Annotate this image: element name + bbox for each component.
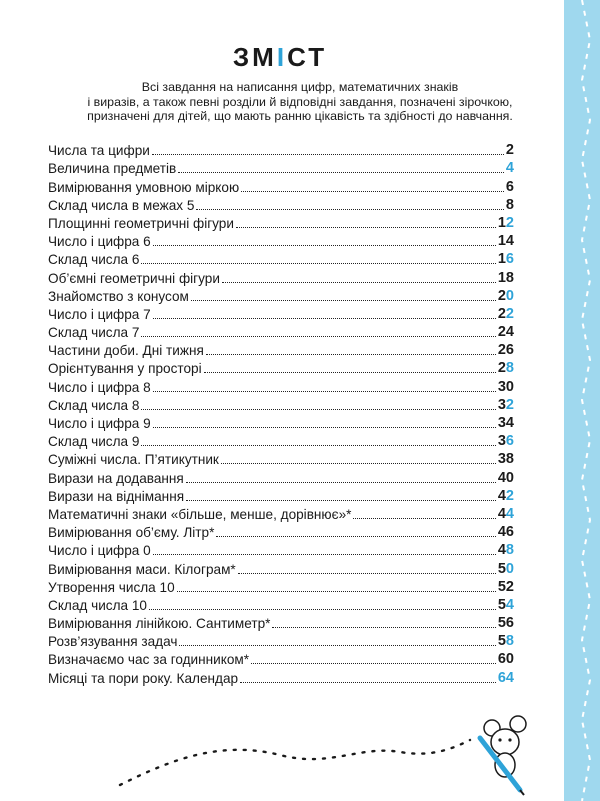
page-number-main: 5 — [497, 560, 506, 577]
page-number-main: 40 — [497, 469, 514, 486]
page-number-accent: 8 — [505, 633, 514, 650]
toc-entry-title: Склад числа в межах 5 — [48, 197, 195, 213]
toc-entry-title: Частини доби. Дні тижня — [48, 343, 204, 359]
page-number-main: 5 — [497, 633, 506, 650]
intro-line: призначені для дітей, що мають ранню цікавість та здібності до навчання. — [87, 109, 513, 124]
toc-entry-title: Число і цифра 8 — [48, 379, 151, 395]
toc-entry-title: Площинні геометричні фігури — [48, 215, 234, 231]
toc-entry-title: Склад числа 9 — [48, 434, 140, 450]
toc-entry-title: Розв’язування задач — [48, 634, 178, 650]
page-number-main: 38 — [497, 451, 514, 468]
page-number-main: 3 — [497, 396, 506, 413]
page-number-main: 2 — [497, 360, 506, 377]
page-number-main: 2 — [505, 142, 514, 159]
page-number-accent: 8 — [505, 360, 514, 377]
toc-entry-title: Число і цифра 7 — [48, 306, 151, 322]
intro-line: і виразів, а також певні розділи й відповідні завдання, позначені зірочкою, — [87, 94, 513, 109]
page-edge-pattern — [564, 0, 600, 801]
mouse-with-pencil-icon — [480, 716, 526, 795]
toc-entry-title: Склад числа 6 — [48, 252, 140, 268]
page-number-main: 4 — [497, 505, 506, 522]
intro-line: Всі завдання на написання цифр, математичних знаків — [141, 80, 459, 94]
page-number-accent: 6 — [505, 251, 514, 268]
toc-entry-title: Склад числа 8 — [48, 397, 140, 413]
toc-entry-title: Вирази на додавання — [48, 470, 184, 486]
page-number-main: 52 — [497, 578, 514, 595]
toc-entry-title: Число і цифра 0 — [48, 543, 151, 559]
page-number-accent: 0 — [505, 560, 514, 577]
toc-entry-title: Склад числа 7 — [48, 325, 140, 341]
toc-entry-title: Утворення числа 10 — [48, 579, 175, 595]
toc-entry-title: Вимірювання об’єму. Літр* — [48, 525, 215, 541]
toc-entry-title: Орієнтування у просторі — [48, 361, 202, 377]
toc-entry-title: Місяці та пори року. Календар — [48, 670, 239, 686]
toc-entry-title: Вимірювання лінійкою. Сантиметр* — [48, 616, 271, 632]
page-number-accent: 4 — [505, 505, 514, 522]
page-number-main: 18 — [497, 269, 514, 286]
page-number-main: 4 — [497, 542, 506, 559]
page-number-main: 34 — [497, 415, 514, 431]
toc-entry-title: Числа та цифри — [48, 143, 150, 159]
page-number-main: 1 — [497, 214, 506, 231]
blue-page-edge — [564, 0, 600, 801]
page-number-main: 56 — [497, 615, 514, 632]
toc-entry-title: Вимірювання маси. Кілограм* — [48, 561, 236, 577]
page-number-accent: 6 — [505, 433, 514, 450]
toc-entry-title: Вимірювання умовною міркою — [48, 179, 240, 195]
page-number-main: 14 — [497, 233, 514, 250]
toc-entry-title: Число і цифра 9 — [48, 416, 151, 431]
page-number-accent: 4 — [505, 160, 514, 177]
toc-entry-title: Число і цифра 6 — [48, 234, 151, 250]
page-number-main: 60 — [497, 651, 514, 668]
page-number-main: 4 — [497, 487, 506, 504]
page-number-main: 24 — [497, 324, 514, 341]
toc-entry-title: Суміжні числа. П’ятикутник — [48, 452, 219, 468]
toc-entry-title: Знайомство з конусом — [48, 288, 189, 304]
page-number-accent: 2 — [505, 305, 514, 322]
page-number-main: 26 — [497, 342, 514, 359]
page-number-main: 30 — [497, 378, 514, 395]
page-number-main: 2 — [497, 287, 506, 304]
page-number-main: 6 — [505, 178, 514, 195]
page-number-accent: 2 — [505, 487, 514, 504]
page-title: ЗМІСТ — [232, 42, 328, 72]
page-number-main: 5 — [497, 596, 506, 613]
page-number-main: 3 — [497, 433, 506, 450]
page-number-accent: 2 — [505, 214, 514, 231]
page-number-main: 1 — [497, 251, 506, 268]
page-number-accent: 2 — [505, 396, 514, 413]
toc-entry-title: Об’ємні геометричні фігури — [48, 270, 220, 286]
page-number-main: 8 — [505, 196, 514, 213]
page-number-accent: 64 — [497, 669, 514, 686]
toc-entry-title: Величина предметів — [48, 161, 177, 177]
page-number-accent: 0 — [505, 287, 514, 304]
toc-entry-title: Вирази на віднімання — [48, 488, 185, 504]
page-number-main: 2 — [497, 305, 506, 322]
toc-entry-title: Математичні знаки «більше, менше, дорівнює»* — [48, 506, 352, 522]
toc-entry-title: Склад числа 10 — [48, 597, 147, 613]
page-number-main: 46 — [497, 524, 514, 541]
toc-entry-title: Визначаємо час за годинником* — [48, 652, 250, 668]
page-number-accent: 8 — [505, 542, 514, 559]
page-number-accent: 4 — [505, 596, 514, 613]
